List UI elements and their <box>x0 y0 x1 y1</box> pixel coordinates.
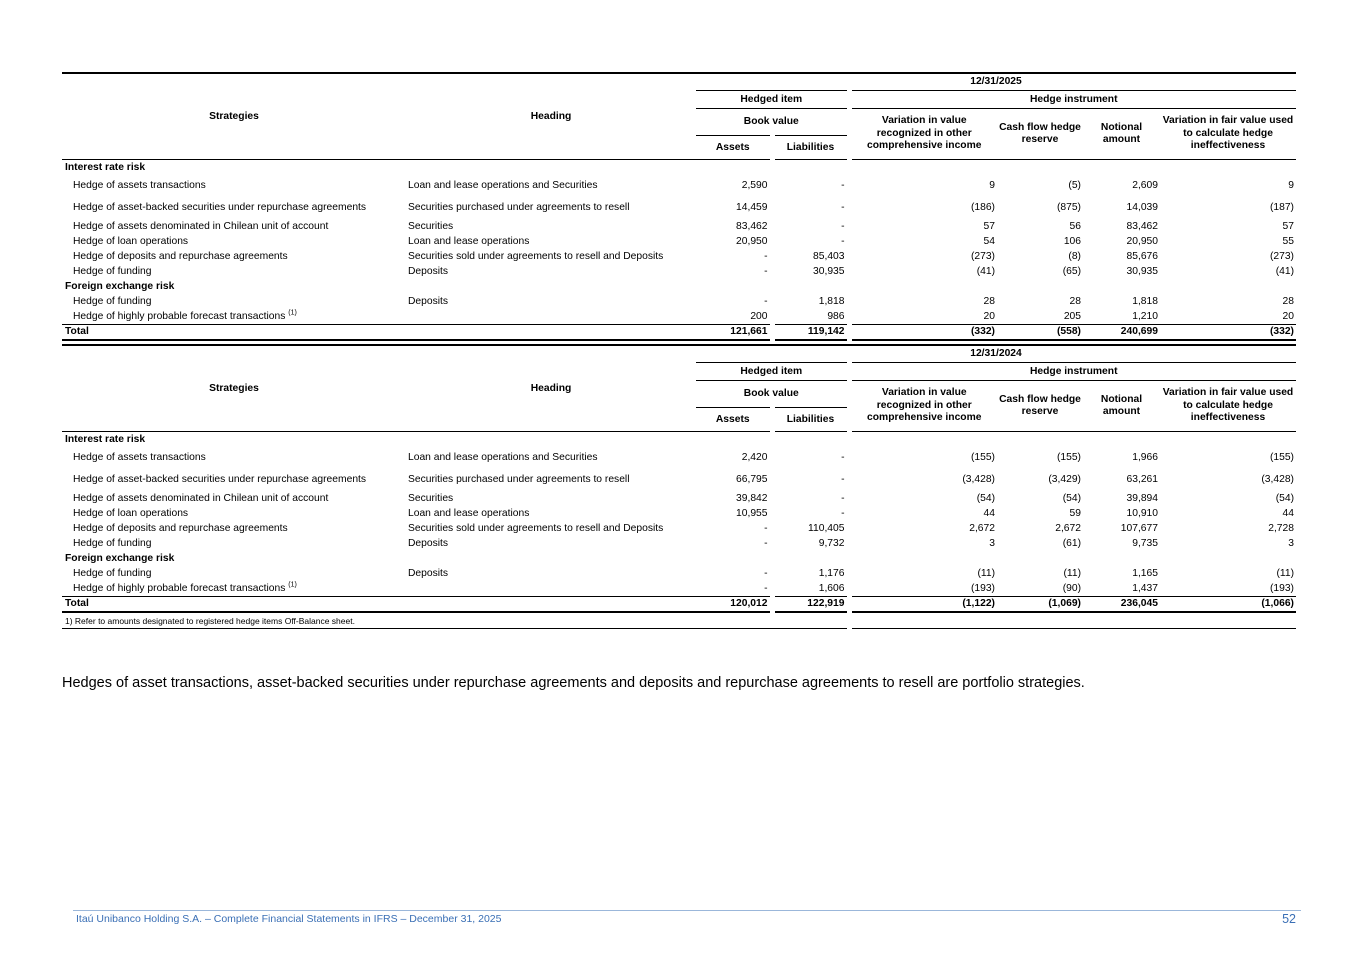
strategies-header: Strategies <box>209 110 259 122</box>
liabilities-cell: - <box>772 491 849 506</box>
assets-cell: - <box>696 264 772 279</box>
total-assets: 120,012 <box>696 597 772 613</box>
cash-flow-reserve-cell: (61) <box>1062 537 1081 549</box>
heading-cell: Loan and lease operations and Securities <box>408 180 598 191</box>
cash-flow-reserve-cell: 2,672 <box>1055 522 1081 534</box>
notional-cell: 85,676 <box>1126 250 1158 262</box>
cash-flow-reserve-cell: 59 <box>1069 507 1081 519</box>
assets-cell: - <box>696 566 772 581</box>
variation-oci-cell: 54 <box>983 235 995 247</box>
hedge-instrument-header: Hedge instrument <box>849 363 1296 381</box>
variation-oci-cell: (41) <box>976 265 995 277</box>
assets-cell: 20,950 <box>696 234 772 249</box>
strategy-text: Hedge of funding <box>73 537 152 549</box>
section-row <box>62 279 1296 294</box>
footnote-spacer <box>849 612 1296 629</box>
variation-oci-header: Variation in value recognized in other comprehensive income <box>849 109 997 160</box>
label-area <box>62 346 696 432</box>
strategy-text: Hedge of funding <box>73 567 152 579</box>
assets-cell: - <box>696 294 772 309</box>
strategy-text: Hedge of loan operations <box>73 235 189 247</box>
cash-flow-reserve-cell: (65) <box>1062 265 1081 277</box>
notional-cell: 1,165 <box>1132 567 1158 579</box>
variation-oci-cell: (193) <box>970 582 995 594</box>
total-notional: 236,045 <box>1083 597 1160 613</box>
cash-flow-reserve-cell: (54) <box>1062 492 1081 504</box>
strategy-cell <box>62 506 406 521</box>
variation-fv-cell: (155) <box>1269 452 1294 463</box>
heading-cell: Deposits <box>408 537 449 549</box>
hedged-item-header: Hedged item <box>696 363 849 381</box>
label-area <box>62 74 696 160</box>
variation-oci-cell: 3 <box>989 537 995 549</box>
heading-cell: Securities purchased under agreements to resell <box>408 202 630 213</box>
cash-flow-reserve-header: Cash flow hedge reserve <box>997 381 1083 432</box>
heading-cell: Loan and lease operations <box>408 507 530 519</box>
hedged-item-header: Hedged item <box>696 91 849 109</box>
variation-oci-cell: (3,428) <box>962 474 995 485</box>
table-row <box>62 249 1296 264</box>
liabilities-cell: 1,818 <box>772 294 849 309</box>
variation-oci-cell: 20 <box>983 310 995 322</box>
assets-cell: 39,842 <box>696 491 772 506</box>
variation-fv-cell: 28 <box>1282 295 1294 307</box>
strategy-cell <box>62 234 406 249</box>
heading-cell: Deposits <box>408 295 449 307</box>
heading-cell: Loan and lease operations <box>408 235 530 247</box>
total-liabilities: 122,919 <box>772 597 849 613</box>
table-row <box>62 566 1296 581</box>
footnote: 1) Refer to amounts designated to registered hedge items Off-Balance sheet. <box>62 612 849 629</box>
footnote-marker: (1) <box>288 309 297 317</box>
liabilities-cell: - <box>772 197 849 219</box>
total-cash-flow-reserve: (558) <box>997 325 1083 341</box>
strategy-text: Hedge of asset-backed securities under repurchase agreements <box>73 474 367 485</box>
variation-oci-cell: 28 <box>983 295 995 307</box>
notional-cell: 1,966 <box>1132 452 1158 463</box>
variation-fv-cell: (187) <box>1269 202 1294 213</box>
notional-cell: 10,910 <box>1126 507 1158 519</box>
strategy-text: Hedge of deposits and repurchase agreements <box>73 250 288 262</box>
variation-oci-cell: (155) <box>970 452 995 463</box>
variation-fv-cell: (273) <box>1269 250 1294 262</box>
cash-flow-reserve-cell: (3,429) <box>1048 474 1081 485</box>
strategy-text: Hedge of funding <box>73 295 152 307</box>
strategy-text: Hedge of deposits and repurchase agreements <box>73 522 288 534</box>
liabilities-cell: - <box>772 175 849 197</box>
assets-cell: 2,590 <box>696 175 772 197</box>
cash-flow-reserve-header: Cash flow hedge reserve <box>997 109 1083 160</box>
variation-fv-cell: (3,428) <box>1261 474 1294 485</box>
liabilities-cell: 1,176 <box>772 566 849 581</box>
footer-text: Itaú Unibanco Holding S.A. – Complete Financial Statements in IFRS – December 31, 2025 <box>76 913 502 925</box>
strategy-cell <box>62 264 406 279</box>
variation-oci-cell: 2,672 <box>969 522 995 534</box>
table-row <box>62 491 1296 506</box>
strategy-text: Hedge of asset-backed securities under repurchase agreements <box>73 202 367 213</box>
notional-cell: 9,735 <box>1132 537 1158 549</box>
table-row <box>62 294 1296 309</box>
total-label: Total <box>62 325 696 341</box>
strategy-cell <box>62 309 406 325</box>
hedge-table-2025 <box>62 72 1296 341</box>
variation-oci-cell: 57 <box>983 220 995 232</box>
notional-cell: 30,935 <box>1126 265 1158 277</box>
heading-cell: Securities sold under agreements to resell and Deposits <box>408 250 664 262</box>
variation-oci-cell: 44 <box>983 507 995 519</box>
liabilities-cell: - <box>772 219 849 234</box>
total-variation-fv: (332) <box>1160 325 1296 341</box>
variation-fv-cell: 9 <box>1288 180 1294 191</box>
strategy-text: Hedge of highly probable forecast transactions <box>73 310 286 322</box>
heading-cell: Securities <box>408 220 454 232</box>
table-row <box>62 506 1296 521</box>
foreign-exchange-risk-label: Foreign exchange risk <box>65 552 175 564</box>
footnote-marker: (1) <box>288 581 297 589</box>
variation-fv-cell: 3 <box>1288 537 1294 549</box>
table-row <box>62 264 1296 279</box>
heading-header: Heading <box>530 110 572 122</box>
cash-flow-reserve-cell: 106 <box>1063 235 1081 247</box>
heading-cell <box>406 581 696 597</box>
hedge-table-2024 <box>62 344 1296 629</box>
heading-cell: Deposits <box>408 567 449 579</box>
assets-cell: 10,955 <box>696 506 772 521</box>
interest-rate-risk-label: Interest rate risk <box>65 161 146 173</box>
assets-cell: 200 <box>696 309 772 325</box>
section-row <box>62 432 1296 448</box>
variation-fv-cell: (54) <box>1275 492 1294 504</box>
total-cash-flow-reserve: (1,069) <box>997 597 1083 613</box>
table-row <box>62 469 1296 491</box>
notional-cell: 63,261 <box>1126 474 1158 485</box>
liabilities-header: Liabilities <box>772 408 849 432</box>
variation-oci-cell: 9 <box>989 180 995 191</box>
strategy-cell <box>62 491 406 506</box>
section-row <box>62 551 1296 566</box>
table-row <box>62 309 1296 325</box>
liabilities-cell: - <box>772 469 849 491</box>
strategy-cell <box>62 521 406 536</box>
assets-cell: 14,459 <box>696 197 772 219</box>
hedge-instrument-header: Hedge instrument <box>849 91 1296 109</box>
assets-cell: 83,462 <box>696 219 772 234</box>
assets-header: Assets <box>696 136 772 160</box>
liabilities-cell: - <box>772 506 849 521</box>
table-row <box>62 536 1296 551</box>
notional-cell: 107,677 <box>1120 522 1158 534</box>
heading-cell: Loan and lease operations and Securities <box>408 452 598 463</box>
total-variation-fv: (1,066) <box>1160 597 1296 613</box>
assets-cell: 2,420 <box>696 447 772 469</box>
table-row <box>62 447 1296 469</box>
notional-cell: 1,210 <box>1132 310 1158 322</box>
variation-fv-header: Variation in fair value used to calculate hedge ineffectiveness <box>1160 381 1296 432</box>
variation-oci-header: Variation in value recognized in other comprehensive income <box>849 381 997 432</box>
total-assets: 121,661 <box>696 325 772 341</box>
total-label: Total <box>62 597 696 613</box>
cash-flow-reserve-cell: (90) <box>1062 582 1081 594</box>
table-row <box>62 521 1296 536</box>
footnote-row <box>62 612 1296 629</box>
table-row <box>62 197 1296 219</box>
cash-flow-reserve-cell: (875) <box>1056 202 1081 213</box>
heading-header: Heading <box>530 382 572 394</box>
table-row <box>62 175 1296 197</box>
notional-cell: 1,818 <box>1132 295 1158 307</box>
liabilities-cell: 110,405 <box>772 521 849 536</box>
cash-flow-reserve-cell: (11) <box>1063 567 1081 579</box>
cash-flow-reserve-cell: 28 <box>1069 295 1081 307</box>
strategy-cell <box>62 469 406 491</box>
strategy-text: Hedge of loan operations <box>73 507 189 519</box>
strategy-text: Hedge of assets denominated in Chilean unit of account <box>73 492 329 504</box>
variation-oci-cell: (11) <box>977 567 995 579</box>
notional-cell: 1,437 <box>1132 582 1158 594</box>
notional-cell: 20,950 <box>1126 235 1158 247</box>
variation-fv-cell: (11) <box>1276 567 1294 579</box>
cash-flow-reserve-cell: (5) <box>1068 180 1081 191</box>
book-value-header: Book value <box>696 109 849 136</box>
notional-header: Notional amount <box>1083 109 1160 160</box>
strategy-cell <box>62 249 406 264</box>
strategies-header: Strategies <box>209 382 259 394</box>
notional-cell: 39,894 <box>1126 492 1158 504</box>
section-row <box>62 160 1296 176</box>
strategy-cell <box>62 447 406 469</box>
foreign-exchange-risk-label: Foreign exchange risk <box>65 280 175 292</box>
variation-fv-cell: 55 <box>1282 235 1294 247</box>
strategy-cell <box>62 566 406 581</box>
assets-cell: - <box>696 536 772 551</box>
interest-rate-risk-label: Interest rate risk <box>65 433 146 445</box>
liabilities-cell: 85,403 <box>772 249 849 264</box>
variation-fv-cell: (193) <box>1269 582 1294 594</box>
heading-cell: Deposits <box>408 265 449 277</box>
cash-flow-reserve-cell: (8) <box>1068 250 1081 262</box>
total-liabilities: 119,142 <box>772 325 849 341</box>
page-number: 52 <box>1282 912 1296 926</box>
notional-cell: 2,609 <box>1132 180 1158 191</box>
variation-oci-cell: (273) <box>970 250 995 262</box>
assets-cell: - <box>696 581 772 597</box>
liabilities-cell: 1,606 <box>772 581 849 597</box>
strategy-cell <box>62 197 406 219</box>
notional-cell: 83,462 <box>1126 220 1158 232</box>
strategy-text: Hedge of assets denominated in Chilean unit of account <box>73 220 329 232</box>
cash-flow-reserve-cell: 205 <box>1063 310 1081 322</box>
strategy-cell <box>62 536 406 551</box>
book-value-header: Book value <box>696 381 849 408</box>
heading-cell <box>406 309 696 325</box>
total-row <box>62 325 1296 341</box>
liabilities-cell: - <box>772 234 849 249</box>
footer-divider <box>73 910 1301 911</box>
assets-cell: - <box>696 521 772 536</box>
total-row <box>62 597 1296 613</box>
strategy-text: Hedge of funding <box>73 265 152 277</box>
assets-cell: - <box>696 249 772 264</box>
assets-cell: 66,795 <box>696 469 772 491</box>
liabilities-cell: 30,935 <box>772 264 849 279</box>
total-variation-oci: (332) <box>849 325 997 341</box>
total-notional: 240,699 <box>1083 325 1160 341</box>
table-row <box>62 219 1296 234</box>
liabilities-cell: 986 <box>772 309 849 325</box>
variation-fv-cell: (41) <box>1275 265 1294 277</box>
cash-flow-reserve-cell: (155) <box>1056 452 1081 463</box>
liabilities-cell: 9,732 <box>772 536 849 551</box>
strategy-cell <box>62 175 406 197</box>
strategy-cell <box>62 294 406 309</box>
portfolio-strategies-note: Hedges of asset transactions, asset-backed securities under repurchase agreements and deposits and repurchase agreements to resell are portfolio strategies. <box>62 674 1085 691</box>
assets-header: Assets <box>696 408 772 432</box>
variation-oci-cell: (186) <box>970 202 995 213</box>
notional-cell: 14,039 <box>1126 202 1158 213</box>
heading-cell: Securities purchased under agreements to resell <box>408 474 630 485</box>
strategy-cell <box>62 219 406 234</box>
variation-fv-cell: 20 <box>1282 310 1294 322</box>
period-date-header: 12/31/2025 <box>696 74 1296 91</box>
heading-cell: Securities sold under agreements to resell and Deposits <box>408 522 664 534</box>
variation-fv-cell: 44 <box>1282 507 1294 519</box>
table-row <box>62 234 1296 249</box>
strategy-text: Hedge of assets transactions <box>73 180 206 191</box>
variation-oci-cell: (54) <box>976 492 995 504</box>
strategy-text: Hedge of highly probable forecast transactions <box>73 582 286 594</box>
variation-fv-header: Variation in fair value used to calculate hedge ineffectiveness <box>1160 109 1296 160</box>
heading-cell: Securities <box>408 492 454 504</box>
table-row <box>62 581 1296 597</box>
notional-header: Notional amount <box>1083 381 1160 432</box>
liabilities-header: Liabilities <box>772 136 849 160</box>
total-variation-oci: (1,122) <box>849 597 997 613</box>
variation-fv-cell: 57 <box>1282 220 1294 232</box>
period-date-header: 12/31/2024 <box>696 346 1296 363</box>
liabilities-cell: - <box>772 447 849 469</box>
variation-fv-cell: 2,728 <box>1268 522 1294 534</box>
strategy-cell <box>62 581 406 597</box>
cash-flow-reserve-cell: 56 <box>1069 220 1081 232</box>
strategy-text: Hedge of assets transactions <box>73 452 206 463</box>
